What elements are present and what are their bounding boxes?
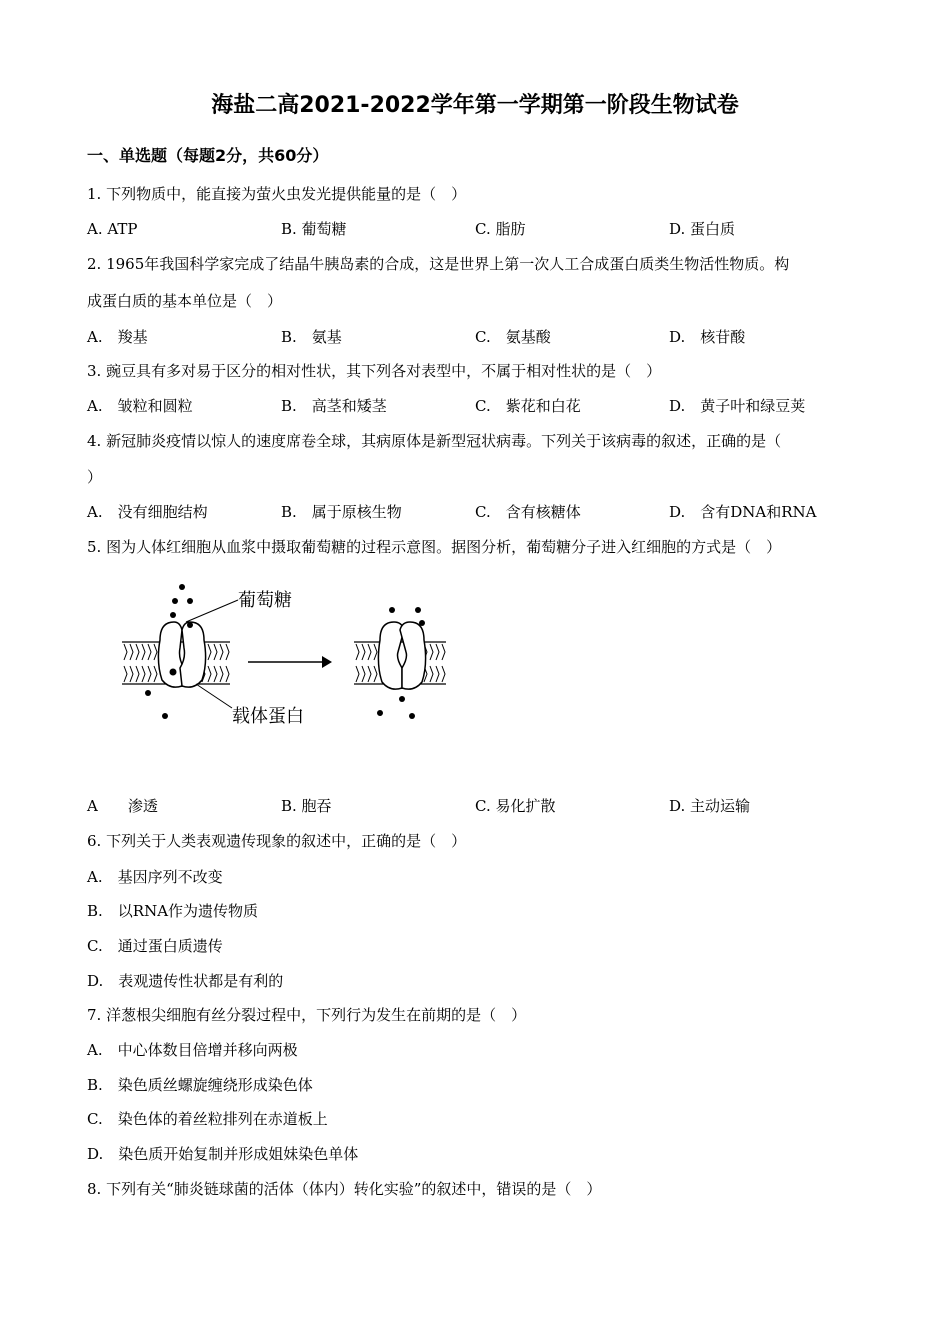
question-2-stem-line1: 2. 1965年我国科学家完成了结晶牛胰岛素的合成，这是世界上第一次人工合成蛋白质类生物活性物质。构 — [87, 255, 790, 273]
question-3-option-b: B. 高茎和矮茎 — [281, 397, 387, 415]
question-3-option-d: D. 黄子叶和绿豆荚 — [669, 397, 806, 415]
question-2-stem-line2: 成蛋白质的基本单位是（ ） — [87, 292, 283, 310]
glucose-transport-figure — [110, 580, 470, 730]
question-5-option-d: D. 主动运输 — [669, 797, 751, 815]
question-6-option-d: D. 表观遗传性状都是有利的 — [87, 972, 284, 990]
question-4-option-d: D. 含有DNA和RNA — [669, 503, 817, 521]
question-2-option-d: D. 核苷酸 — [669, 328, 746, 346]
question-7-option-a: A. 中心体数目倍增并移向两极 — [87, 1041, 298, 1059]
question-1-option-b: B. 葡萄糖 — [281, 220, 347, 238]
question-6-option-a: A. 基因序列不改变 — [87, 868, 223, 886]
question-1-option-d: D. 蛋白质 — [669, 220, 736, 238]
question-3-option-a: A. 皱粒和圆粒 — [87, 397, 193, 415]
question-1-option-c: C. 脂肪 — [475, 220, 526, 238]
question-7-option-c: C. 染色体的着丝粒排列在赤道板上 — [87, 1110, 328, 1128]
label-glucose: 葡萄糖 — [238, 590, 292, 611]
question-5-option-b: B. 胞吞 — [281, 797, 332, 815]
question-5-stem: 5. 图为人体红细胞从血浆中摄取葡萄糖的过程示意图。据图分析，葡萄糖分子进入红细胞的方式是（ ） — [87, 538, 782, 556]
question-1-stem: 1. 下列物质中，能直接为萤火虫发光提供能量的是（ ） — [87, 185, 467, 203]
question-4-option-c: C. 含有核糖体 — [475, 503, 581, 521]
label-carrier-protein: 载体蛋白 — [232, 706, 304, 727]
question-3-option-c: C. 紫花和白花 — [475, 397, 581, 415]
question-8-stem: 8. 下列有关“肺炎链球菌的活体（体内）转化实验”的叙述中，错误的是（ ） — [87, 1180, 602, 1198]
carrier-protein-left — [158, 622, 205, 687]
question-6-option-b: B. 以RNA作为遗传物质 — [87, 902, 259, 920]
question-6-stem: 6. 下列关于人类表观遗传现象的叙述中，正确的是（ ） — [87, 832, 467, 850]
question-4-stem-line2: ） — [87, 468, 103, 486]
question-4-option-b: B. 属于原核生物 — [281, 503, 402, 521]
question-4-stem-line1: 4. 新冠肺炎疫情以惊人的速度席卷全球，其病原体是新型冠状病毒。下列关于该病毒的叙述，正确的是（ — [87, 432, 782, 450]
exam-title: 海盐二高2021-2022学年第一学期第一阶段生物试卷 — [211, 93, 739, 118]
question-2-option-c: C. 氨基酸 — [475, 328, 551, 346]
question-2-option-a: A. 羧基 — [87, 328, 148, 346]
question-7-option-d: D. 染色质开始复制并形成姐妹染色单体 — [87, 1145, 359, 1163]
question-7-option-b: B. 染色质丝螺旋缠绕形成染色体 — [87, 1076, 313, 1094]
question-1-option-a: A. ATP — [87, 220, 138, 238]
question-4-option-a: A. 没有细胞结构 — [87, 503, 208, 521]
question-6-option-c: C. 通过蛋白质遗传 — [87, 937, 223, 955]
carrier-protein-right — [378, 622, 425, 689]
arrow-icon — [248, 656, 332, 668]
question-7-stem: 7. 洋葱根尖细胞有丝分裂过程中，下列行为发生在前期的是（ ） — [87, 1006, 527, 1024]
question-2-option-b: B. 氨基 — [281, 328, 342, 346]
question-3-stem: 3. 豌豆具有多对易于区分的相对性状，其下列各对表型中，不属于相对性状的是（ ） — [87, 362, 662, 380]
question-5-option-a: A 渗透 — [87, 797, 158, 815]
question-5-option-c: C. 易化扩散 — [475, 797, 556, 815]
section-heading: 一、单选题（每题2分，共60分） — [87, 146, 329, 165]
